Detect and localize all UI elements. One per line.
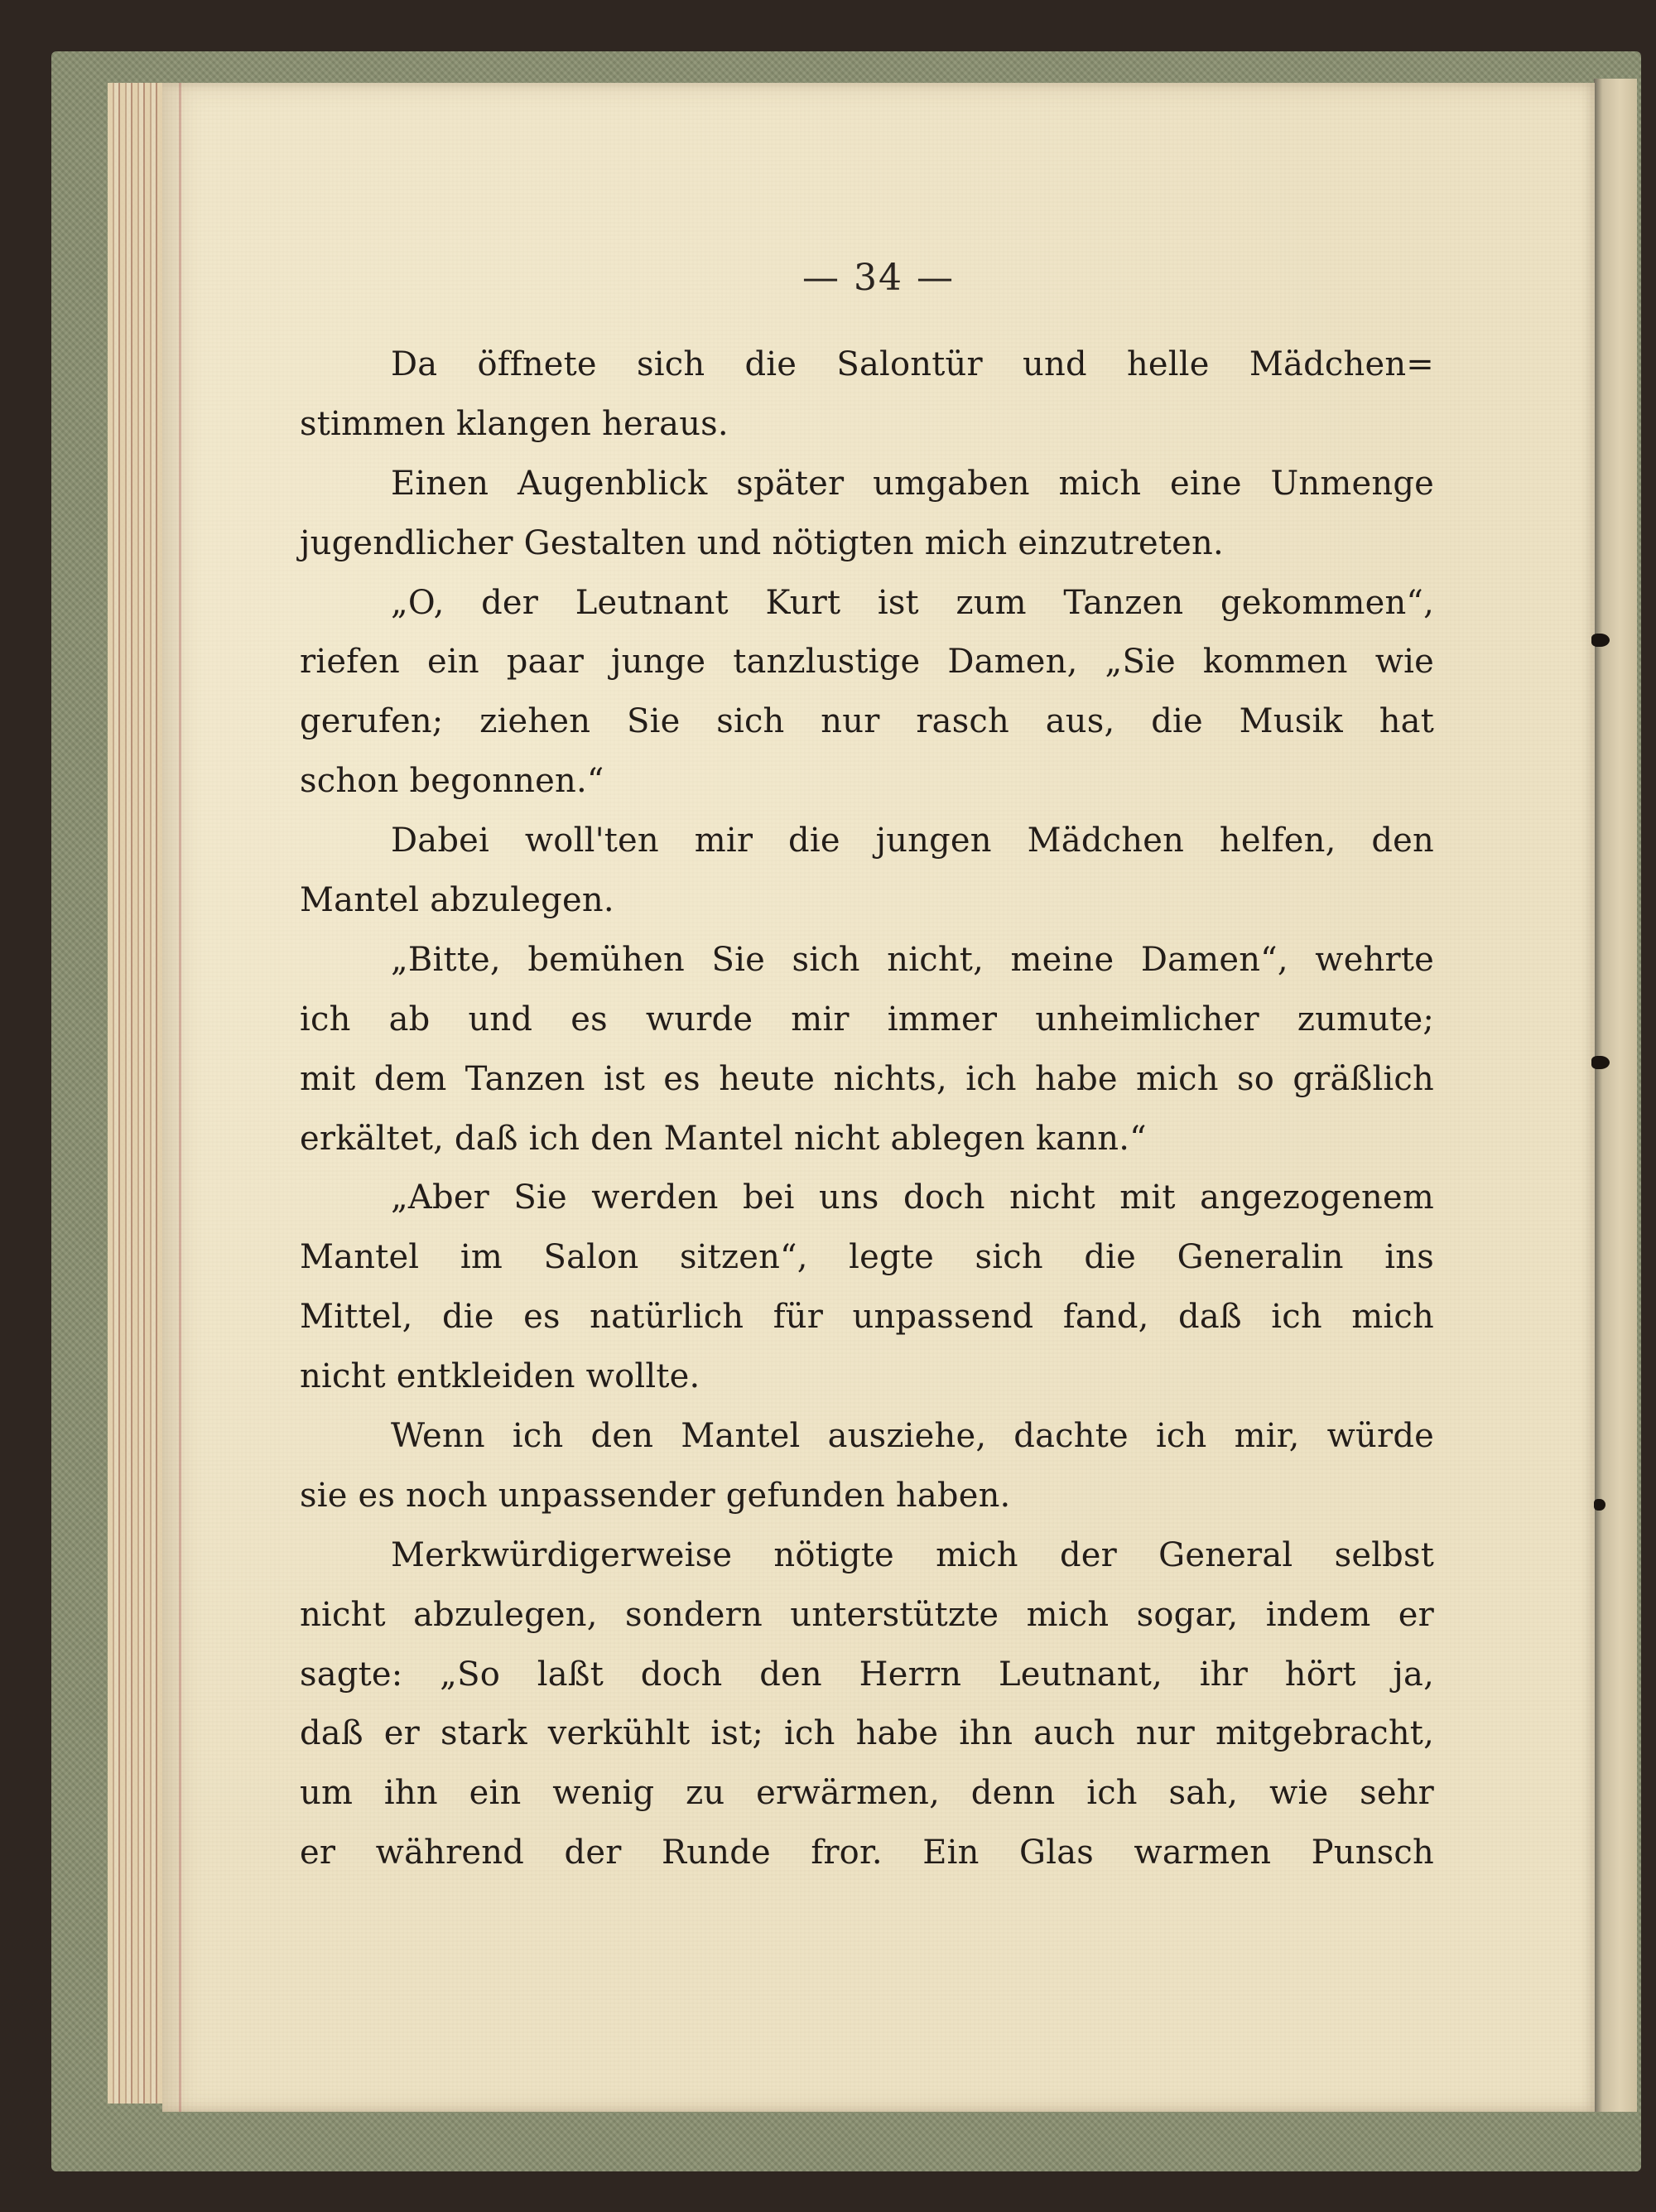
text-line: „Aber Sie werden bei uns doch nicht mit angezogenem bbox=[391, 1178, 1434, 1217]
page-tab-marker bbox=[1594, 1499, 1605, 1511]
text-line: jugendlicher Gestalten und nötigten mich einzutreten. bbox=[300, 523, 1224, 562]
body-text bbox=[300, 335, 1434, 1883]
text-line: Mittel, die es natürlich für unpassend fand, daß ich mich bbox=[300, 1298, 1434, 1337]
text-line: ich ab und es wurde mir immer unheimlicher zumute; bbox=[300, 1000, 1434, 1039]
text-line: nicht abzulegen, sondern unterstützte mich sogar, indem er bbox=[300, 1595, 1434, 1634]
text-line: stimmen klangen heraus. bbox=[300, 404, 729, 443]
text-line: „O, der Leutnant Kurt ist zum Tanzen gekommen“, bbox=[391, 583, 1434, 622]
text-line: Da öffnete sich die Salontür und helle Mädchen= bbox=[391, 345, 1434, 383]
text-line: Wenn ich den Mantel ausziehe, dachte ich mir, würde bbox=[391, 1417, 1434, 1456]
page-tab-marker bbox=[1591, 634, 1610, 647]
text-line: Mantel im Salon sitzen“, legte sich die Generalin ins bbox=[300, 1238, 1434, 1277]
text-line: riefen ein paar junge tanzlustige Damen, „Sie kommen wie bbox=[300, 643, 1434, 682]
page-tab-marker bbox=[1591, 1056, 1610, 1069]
text-line: Merkwürdigerweise nötigte mich der General selbst bbox=[391, 1535, 1434, 1574]
text-line: sie es noch unpassender gefunden haben. bbox=[300, 1476, 1011, 1515]
text-line: daß er stark verkühlt ist; ich habe ihn auch nur mitgebracht, bbox=[300, 1714, 1434, 1753]
text-line: er während der Runde fror. Ein Glas warmen Punsch bbox=[300, 1834, 1434, 1872]
page-number: — 34 — bbox=[802, 257, 955, 299]
text-line: um ihn ein wenig zu erwärmen, denn ich sah, wie sehr bbox=[300, 1774, 1434, 1813]
text-line: Mantel abzulegen. bbox=[300, 881, 614, 920]
text-line: mit dem Tanzen ist es heute nichts, ich habe mich so gräßlich bbox=[300, 1059, 1434, 1098]
gutter-line bbox=[179, 83, 181, 2112]
text-line: schon begonnen.“ bbox=[300, 762, 604, 801]
text-line: erkältet, daß ich den Mantel nicht ablegen kann.“ bbox=[300, 1119, 1147, 1158]
text-line: „Bitte, bemühen Sie sich nicht, meine Damen“, wehrte bbox=[391, 940, 1434, 979]
text-line: sagte: „So laßt doch den Herrn Leutnant, ihr hört ja, bbox=[300, 1655, 1434, 1694]
facing-page-edge bbox=[1594, 79, 1637, 2112]
text-line: gerufen; ziehen Sie sich nur rasch aus, die Musik hat bbox=[300, 702, 1434, 741]
text-line: nicht entkleiden wollte. bbox=[300, 1357, 700, 1396]
text-line: Dabei woll'ten mir die jungen Mädchen helfen, den bbox=[391, 822, 1434, 860]
text-line: Einen Augenblick später umgaben mich eine Unmenge bbox=[391, 464, 1434, 503]
